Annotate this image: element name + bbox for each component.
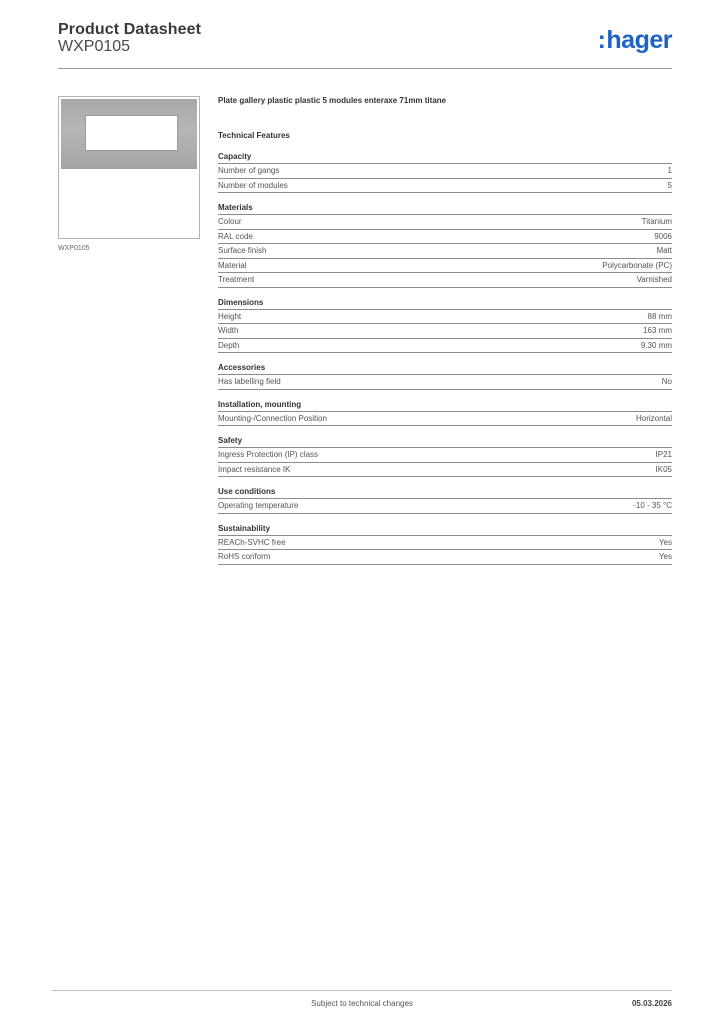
feature-section: [218, 399, 672, 427]
section-title: Sustainability: [218, 523, 672, 536]
feature-row: [218, 448, 672, 463]
feature-label: Ingress Protection (IP) class: [218, 450, 319, 460]
feature-section: [218, 435, 672, 477]
feature-section: [218, 297, 672, 354]
section-title: Materials: [218, 202, 672, 215]
feature-label: Surface finish: [218, 246, 267, 256]
feature-sections: [218, 151, 672, 565]
feature-row: [218, 499, 672, 514]
section-title: Accessories: [218, 362, 672, 375]
page-title: Product Datasheet: [58, 21, 202, 38]
feature-section: [218, 362, 672, 390]
technical-features-title: Technical Features: [218, 131, 290, 140]
feature-label: Height: [218, 311, 242, 321]
feature-label: Width: [218, 326, 239, 336]
technical-content: [218, 95, 672, 565]
feature-section: [218, 202, 672, 288]
feature-row: [218, 339, 672, 354]
feature-row: [218, 244, 672, 259]
feature-row: [218, 273, 672, 288]
product-description: Plate gallery plastic plastic 5 modules enteraxe 71mm titane: [218, 96, 447, 105]
feature-row: [218, 536, 672, 551]
feature-row: [218, 215, 672, 230]
feature-label: Mounting-/Connection Position: [218, 413, 327, 423]
feature-value: 5: [667, 180, 672, 190]
feature-label: RoHS conform: [218, 552, 271, 562]
feature-value: -10 - 35 °C: [633, 501, 672, 511]
image-caption: WXP0105: [58, 245, 90, 252]
feature-value: 88 mm: [647, 311, 672, 321]
plate-window: [85, 115, 178, 151]
section-title: Safety: [218, 435, 672, 448]
feature-label: REACh-SVHC free: [218, 537, 286, 547]
feature-value: Polycarbonate (PC): [602, 260, 672, 270]
feature-row: [218, 179, 672, 194]
feature-label: Has labelling field: [218, 377, 281, 387]
feature-row: [218, 310, 672, 325]
feature-row: [218, 412, 672, 427]
hager-logo: [598, 26, 672, 55]
feature-label: Operating temperature: [218, 501, 299, 511]
section-title: Use conditions: [218, 486, 672, 499]
section-title: Installation, mounting: [218, 399, 672, 412]
feature-row: [218, 259, 672, 274]
feature-value: 163 mm: [643, 326, 672, 336]
feature-value: Matt: [656, 246, 672, 256]
feature-label: Material: [218, 260, 247, 270]
product-image: [58, 96, 200, 239]
feature-value: No: [661, 377, 672, 387]
header-divider: [58, 68, 672, 69]
footer-date: 05.03.2026: [631, 999, 672, 1008]
feature-label: Number of gangs: [218, 166, 280, 176]
feature-value: Horizontal: [635, 413, 672, 423]
feature-label: Number of modules: [218, 180, 288, 190]
feature-label: Colour: [218, 217, 242, 227]
feature-row: [218, 463, 672, 478]
feature-label: Impact resistance IK: [218, 464, 291, 474]
feature-label: Depth: [218, 340, 240, 350]
footer-note: Subject to technical changes: [311, 999, 413, 1008]
feature-section: [218, 486, 672, 514]
feature-row: [218, 324, 672, 339]
feature-value: IP21: [655, 450, 672, 460]
feature-value: 1: [667, 166, 672, 176]
feature-label: Treatment: [218, 275, 255, 285]
feature-value: 9.30 mm: [640, 340, 672, 350]
feature-row: [218, 164, 672, 179]
feature-value: Yes: [658, 552, 672, 562]
section-title: Capacity: [218, 151, 672, 164]
feature-section: [218, 151, 672, 193]
section-title: Dimensions: [218, 297, 672, 310]
product-code: WXP0105: [58, 38, 131, 55]
feature-row: [218, 230, 672, 245]
product-plate-icon: [61, 99, 197, 169]
feature-row: [218, 550, 672, 565]
feature-value: Titanium: [641, 217, 672, 227]
footer-divider: [52, 990, 672, 991]
feature-section: [218, 523, 672, 565]
feature-value: 9006: [654, 231, 672, 241]
logo-colon: :: [597, 26, 606, 54]
logo-text: hager: [606, 26, 672, 54]
feature-row: [218, 375, 672, 390]
feature-value: Varnished: [636, 275, 672, 285]
feature-value: IK05: [655, 464, 672, 474]
feature-value: Yes: [658, 537, 672, 547]
feature-label: RAL code: [218, 231, 253, 241]
